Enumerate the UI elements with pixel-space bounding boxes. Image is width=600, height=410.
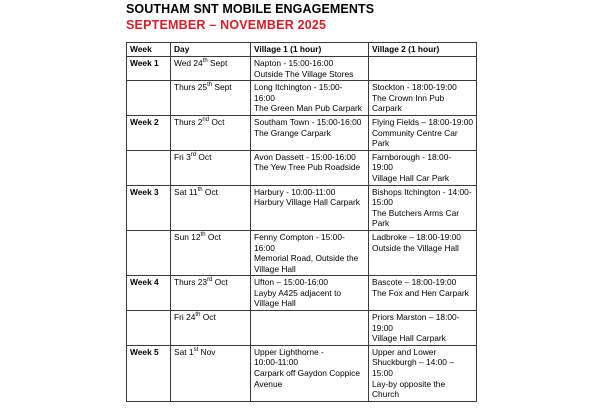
day-cell: Fri 3rd Oct — [171, 150, 251, 185]
cell-line: The Crown Inn Pub — [372, 92, 445, 103]
cell-line: 19:00 — [372, 322, 393, 333]
cell-line: Harbury - 10:00-11:00 — [254, 186, 336, 197]
village-1-cell — [251, 230, 369, 275]
table-row — [127, 276, 477, 311]
cell-line: 16:00 — [254, 92, 275, 103]
header-week: Week — [127, 43, 171, 57]
cell-line: The Grange Carpark — [254, 127, 331, 138]
village-1-cell — [251, 345, 369, 401]
week-cell: Week 1 — [127, 57, 171, 81]
table-row — [127, 345, 477, 401]
cell-line: Outside The Village Stores — [254, 68, 354, 79]
schedule-table — [126, 42, 477, 402]
village-1-cell — [251, 311, 369, 346]
cell-line: Napton - 15:00-16:00 — [254, 58, 334, 68]
cell-line: Upper and Lower — [372, 346, 437, 357]
cell-line: Avenue — [254, 378, 283, 389]
cell-line: 15:00 — [372, 197, 393, 208]
cell-line: Flying Fields – 18:00-19:00 — [372, 116, 474, 127]
village-2-cell — [369, 185, 477, 230]
village-2-cell — [369, 345, 477, 401]
cell-line: The Fox and Hen Carpark — [372, 287, 469, 298]
week-cell: Week 2 — [127, 115, 171, 150]
table-header-row — [127, 43, 477, 57]
cell-line: Village Hall — [254, 263, 296, 274]
cell-line: Stockton - 18:00-19:00 — [372, 82, 457, 93]
week-cell: Week 4 — [127, 276, 171, 311]
day-suffix: st — [193, 347, 199, 354]
day-suffix: th — [200, 232, 206, 239]
week-cell: Week 5 — [127, 345, 171, 401]
table-row — [127, 81, 477, 116]
village-2-cell — [369, 57, 477, 81]
cell-line: Ladbroke – 18:00-19:00 — [372, 231, 461, 242]
cell-line: Avon Dassett - 15:00-16:00 — [254, 151, 356, 162]
day-suffix: th — [207, 82, 213, 89]
table-row — [127, 311, 477, 346]
village-1-cell — [251, 150, 369, 185]
village-2-cell — [369, 150, 477, 185]
cell-line: Park — [372, 138, 390, 149]
cell-line: Upper Lighthorne - — [254, 346, 324, 357]
cell-line: Memorial Road, Outside the — [254, 253, 359, 264]
cell-line: Shuckburgh – 14:00 – — [372, 357, 454, 368]
day-cell: Sat 11th Oct — [171, 185, 251, 230]
village-2-cell — [369, 115, 477, 150]
header-village-1: Village 1 (1 hour) — [251, 43, 369, 57]
village-2-cell — [369, 311, 477, 346]
cell-line: Southam Town - 15:00-16:00 — [254, 116, 362, 127]
village-2-cell — [369, 276, 477, 311]
village-2-cell — [369, 81, 477, 116]
cell-line: Harbury Village Hall Carpark — [254, 197, 360, 208]
document-subtitle: SEPTEMBER – NOVEMBER 2025 — [126, 18, 327, 32]
week-cell — [127, 150, 171, 185]
document-title: SOUTHAM SNT MOBILE ENGAGEMENTS — [126, 2, 375, 16]
cell-line: The Yew Tree Pub Roadside — [254, 162, 361, 173]
table-row — [127, 150, 477, 185]
cell-line: Carpark off Gaydon Coppice — [254, 368, 360, 379]
cell-line: Church — [372, 389, 399, 400]
day-cell: Sat 1st Nov — [171, 345, 251, 401]
week-cell — [127, 81, 171, 116]
day-cell: Fri 24th Oct — [171, 311, 251, 346]
day-suffix: nd — [202, 117, 210, 124]
day-suffix: rd — [207, 277, 213, 284]
table-row — [127, 185, 477, 230]
header-day: Day — [171, 43, 251, 57]
village-1-cell — [251, 276, 369, 311]
cell-line: 15:00 — [372, 368, 393, 379]
cell-line: Community Centre Car — [372, 127, 458, 138]
table-row — [127, 57, 477, 81]
cell-line: Layby A425 adjacent to — [254, 287, 342, 298]
cell-line: Priors Marston – 18:00- — [372, 312, 460, 323]
day-cell: Wed 24th Sept — [171, 57, 251, 81]
cell-line: Carpark — [372, 103, 402, 114]
header-village-2: Village 2 (1 hour) — [369, 43, 477, 57]
table-row — [127, 115, 477, 150]
day-cell: Sun 12th Oct — [171, 230, 251, 275]
cell-line: Outside the Village Hall — [372, 242, 459, 253]
village-2-cell — [369, 230, 477, 275]
day-suffix: rd — [190, 151, 197, 158]
cell-line: The Butchers Arms Car — [372, 207, 460, 218]
cell-line: Ufton – 15:00-16:00 — [254, 277, 329, 288]
cell-line: Village Hall Carpark — [372, 333, 446, 344]
village-1-cell — [251, 115, 369, 150]
table-row — [127, 230, 477, 275]
cell-line: Bishops Itchington - 14:00- — [372, 186, 472, 197]
cell-line: Bascote – 18:00-19:00 — [372, 277, 457, 288]
day-cell: Thurs 2nd Oct — [171, 115, 251, 150]
cell-line: Lay-by opposite the — [372, 378, 446, 389]
day-suffix: th — [197, 186, 203, 193]
day-suffix: th — [195, 312, 201, 319]
week-cell — [127, 230, 171, 275]
cell-line: Park — [372, 218, 390, 229]
village-1-cell — [251, 81, 369, 116]
day-cell: Thurs 25th Sept — [171, 81, 251, 116]
day-suffix: th — [202, 58, 208, 65]
cell-line: 19:00 — [372, 162, 393, 173]
cell-line: Village Hall Car Park — [372, 172, 450, 183]
cell-line: 10:00-11:00 — [254, 357, 299, 368]
cell-line: Fenny Compton - 15:00- — [254, 231, 345, 242]
cell-line: 16:00 — [254, 242, 275, 253]
week-cell — [127, 311, 171, 346]
week-cell: Week 3 — [127, 185, 171, 230]
cell-line: Farnborough - 18:00- — [372, 151, 452, 162]
village-1-cell — [251, 185, 369, 230]
day-cell: Thurs 23rd Oct — [171, 276, 251, 311]
village-1-cell — [251, 57, 369, 81]
cell-line: The Green Man Pub Carpark — [254, 103, 362, 114]
cell-line: Long Itchington - 15:00- — [254, 82, 343, 93]
cell-line: Village Hall — [254, 298, 296, 309]
